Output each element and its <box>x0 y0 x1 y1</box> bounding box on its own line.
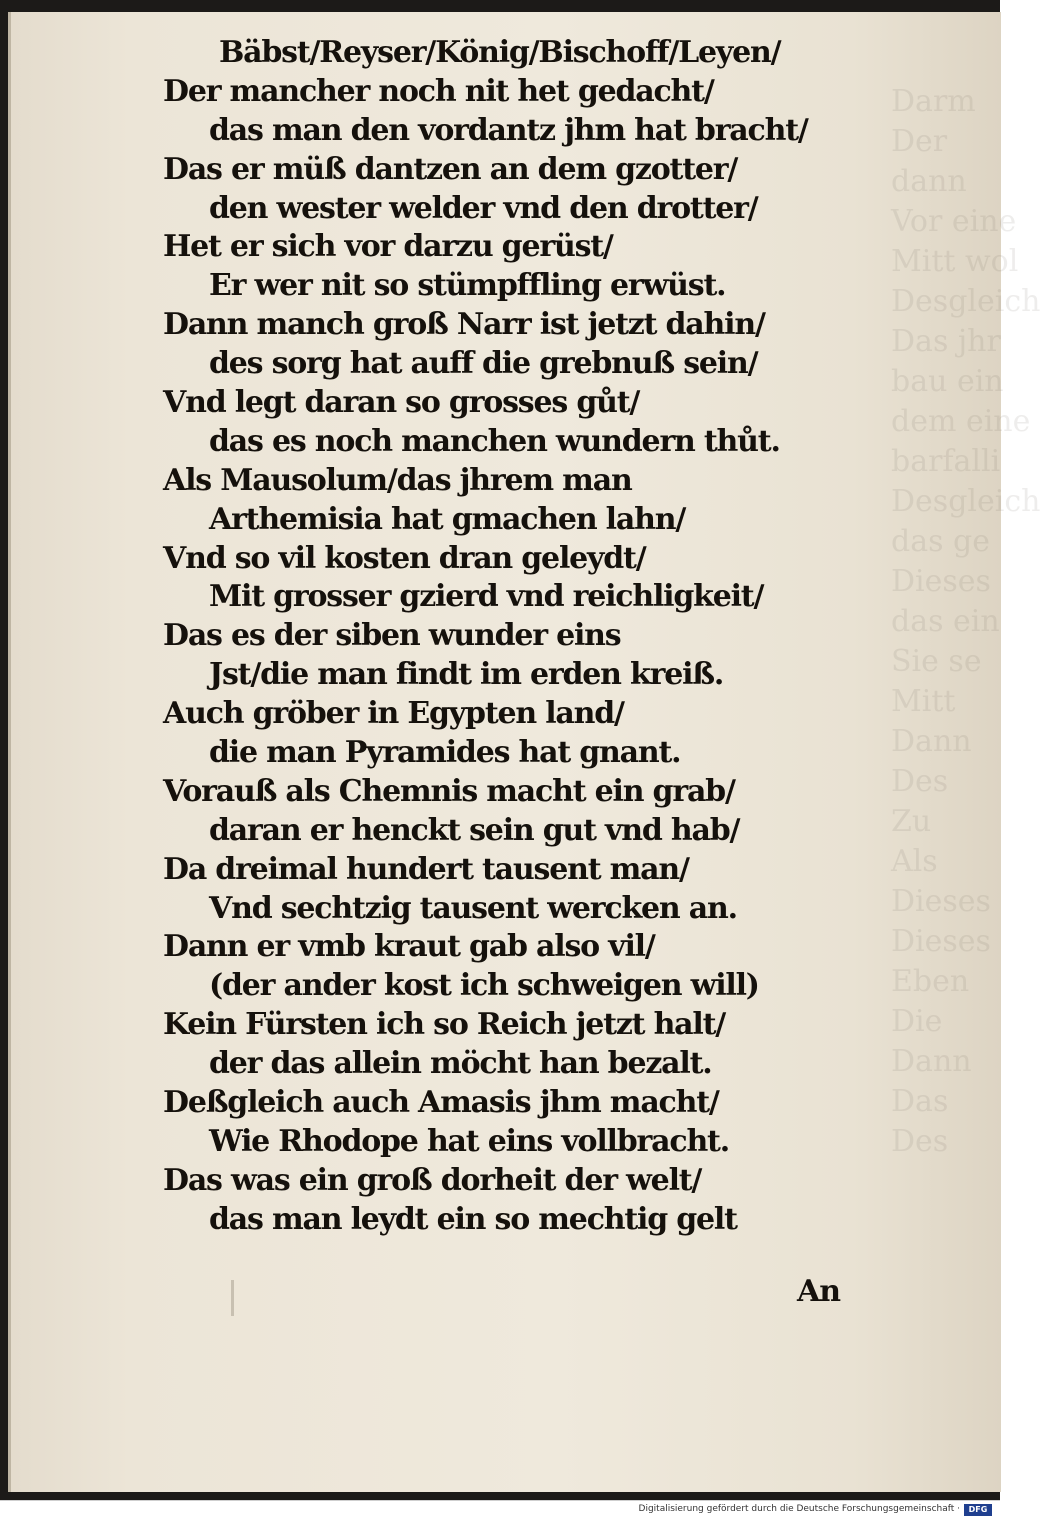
footer-bar <box>0 1500 1000 1519</box>
verse-line: Der mancher noch nit het gedacht/ <box>163 73 714 109</box>
verse-line: Das es der siben wunder eins <box>163 618 621 654</box>
verse-line: Dann er vmb kraut gab also vil/ <box>163 929 655 965</box>
verse-line: der das allein möcht han bezalt. <box>209 1046 712 1082</box>
verse-line: Das er müß dantzen an dem gzotter/ <box>163 151 738 187</box>
verse-line: Er wer nit so stümpffling erwüst. <box>209 268 726 304</box>
verse-line: den wester welder vnd den drotter/ <box>209 190 758 226</box>
verse-line: Het er sich vor darzu gerüst/ <box>163 229 613 265</box>
verse-line: das es noch manchen wundern thůt. <box>209 423 780 459</box>
verse-line: das man den vordantz jhm hat bracht/ <box>209 112 808 148</box>
show-through-bleed: Darm Der dann Vor eine Mitt wol Desgleich Das jhr bau ein dem eine barfalli Desgleich das ge Dieses das ein Sie se Mitt Dann Des Zu Als Dieses Dieses Eben Die Dann Das Des <box>891 84 1040 1159</box>
verse-line: Deßgleich auch Amasis jhm macht/ <box>163 1085 719 1121</box>
verse-line: Auch gröber in Egypten land/ <box>163 696 624 732</box>
verse-line: Da dreimal hundert tausent man/ <box>163 851 689 887</box>
verse-line: Bäbst/Reyser/König/Bischoff/Leyen/ <box>219 35 781 70</box>
verse-line: Das was ein groß dorheit der welt/ <box>163 1162 702 1198</box>
verse-line: Vnd sechtzig tausent wercken an. <box>209 890 737 926</box>
verse-line: Vnd so vil kosten dran geleydt/ <box>163 540 646 576</box>
verse-line: daran er henckt sein gut vnd hab/ <box>209 812 740 848</box>
funding-credit: Digitalisierung gefördert durch die Deutsche Forschungsgemeinschaft · <box>638 1504 960 1514</box>
verse-line: das man leydt ein so mechtig gelt <box>209 1201 737 1237</box>
verse-line: Jst/die man findt im erden kreiß. <box>209 657 724 693</box>
verse-line: Arthemisia hat gmachen lahn/ <box>209 501 686 537</box>
verse-line: Mit grosser gzierd vnd reichligkeit/ <box>209 579 764 615</box>
verse-line: Vnd legt daran so grosses gůt/ <box>163 385 640 421</box>
verse-line: Als Mausolum/das jhrem man <box>163 462 632 498</box>
verse-line: (der ander kost ich schweigen will) <box>209 968 759 1004</box>
ink-smudge <box>231 1280 234 1316</box>
catchword: An <box>797 1274 841 1309</box>
book-page <box>8 12 1040 1492</box>
verse-line: des sorg hat auff die grebnuß sein/ <box>209 346 758 382</box>
verse-line: die man Pyramides hat gnant. <box>209 735 681 771</box>
dfg-logo: DFG <box>964 1504 992 1516</box>
verse-line: Dann manch groß Narr ist jetzt dahin/ <box>163 307 765 343</box>
verse-line: Wie Rhodope hat eins vollbracht. <box>209 1123 729 1159</box>
verse-line: Vorauß als Chemnis macht ein grab/ <box>163 773 735 809</box>
verse-line: Kein Fürsten ich so Reich jetzt halt/ <box>163 1007 726 1043</box>
verse-text-block <box>163 34 893 1240</box>
